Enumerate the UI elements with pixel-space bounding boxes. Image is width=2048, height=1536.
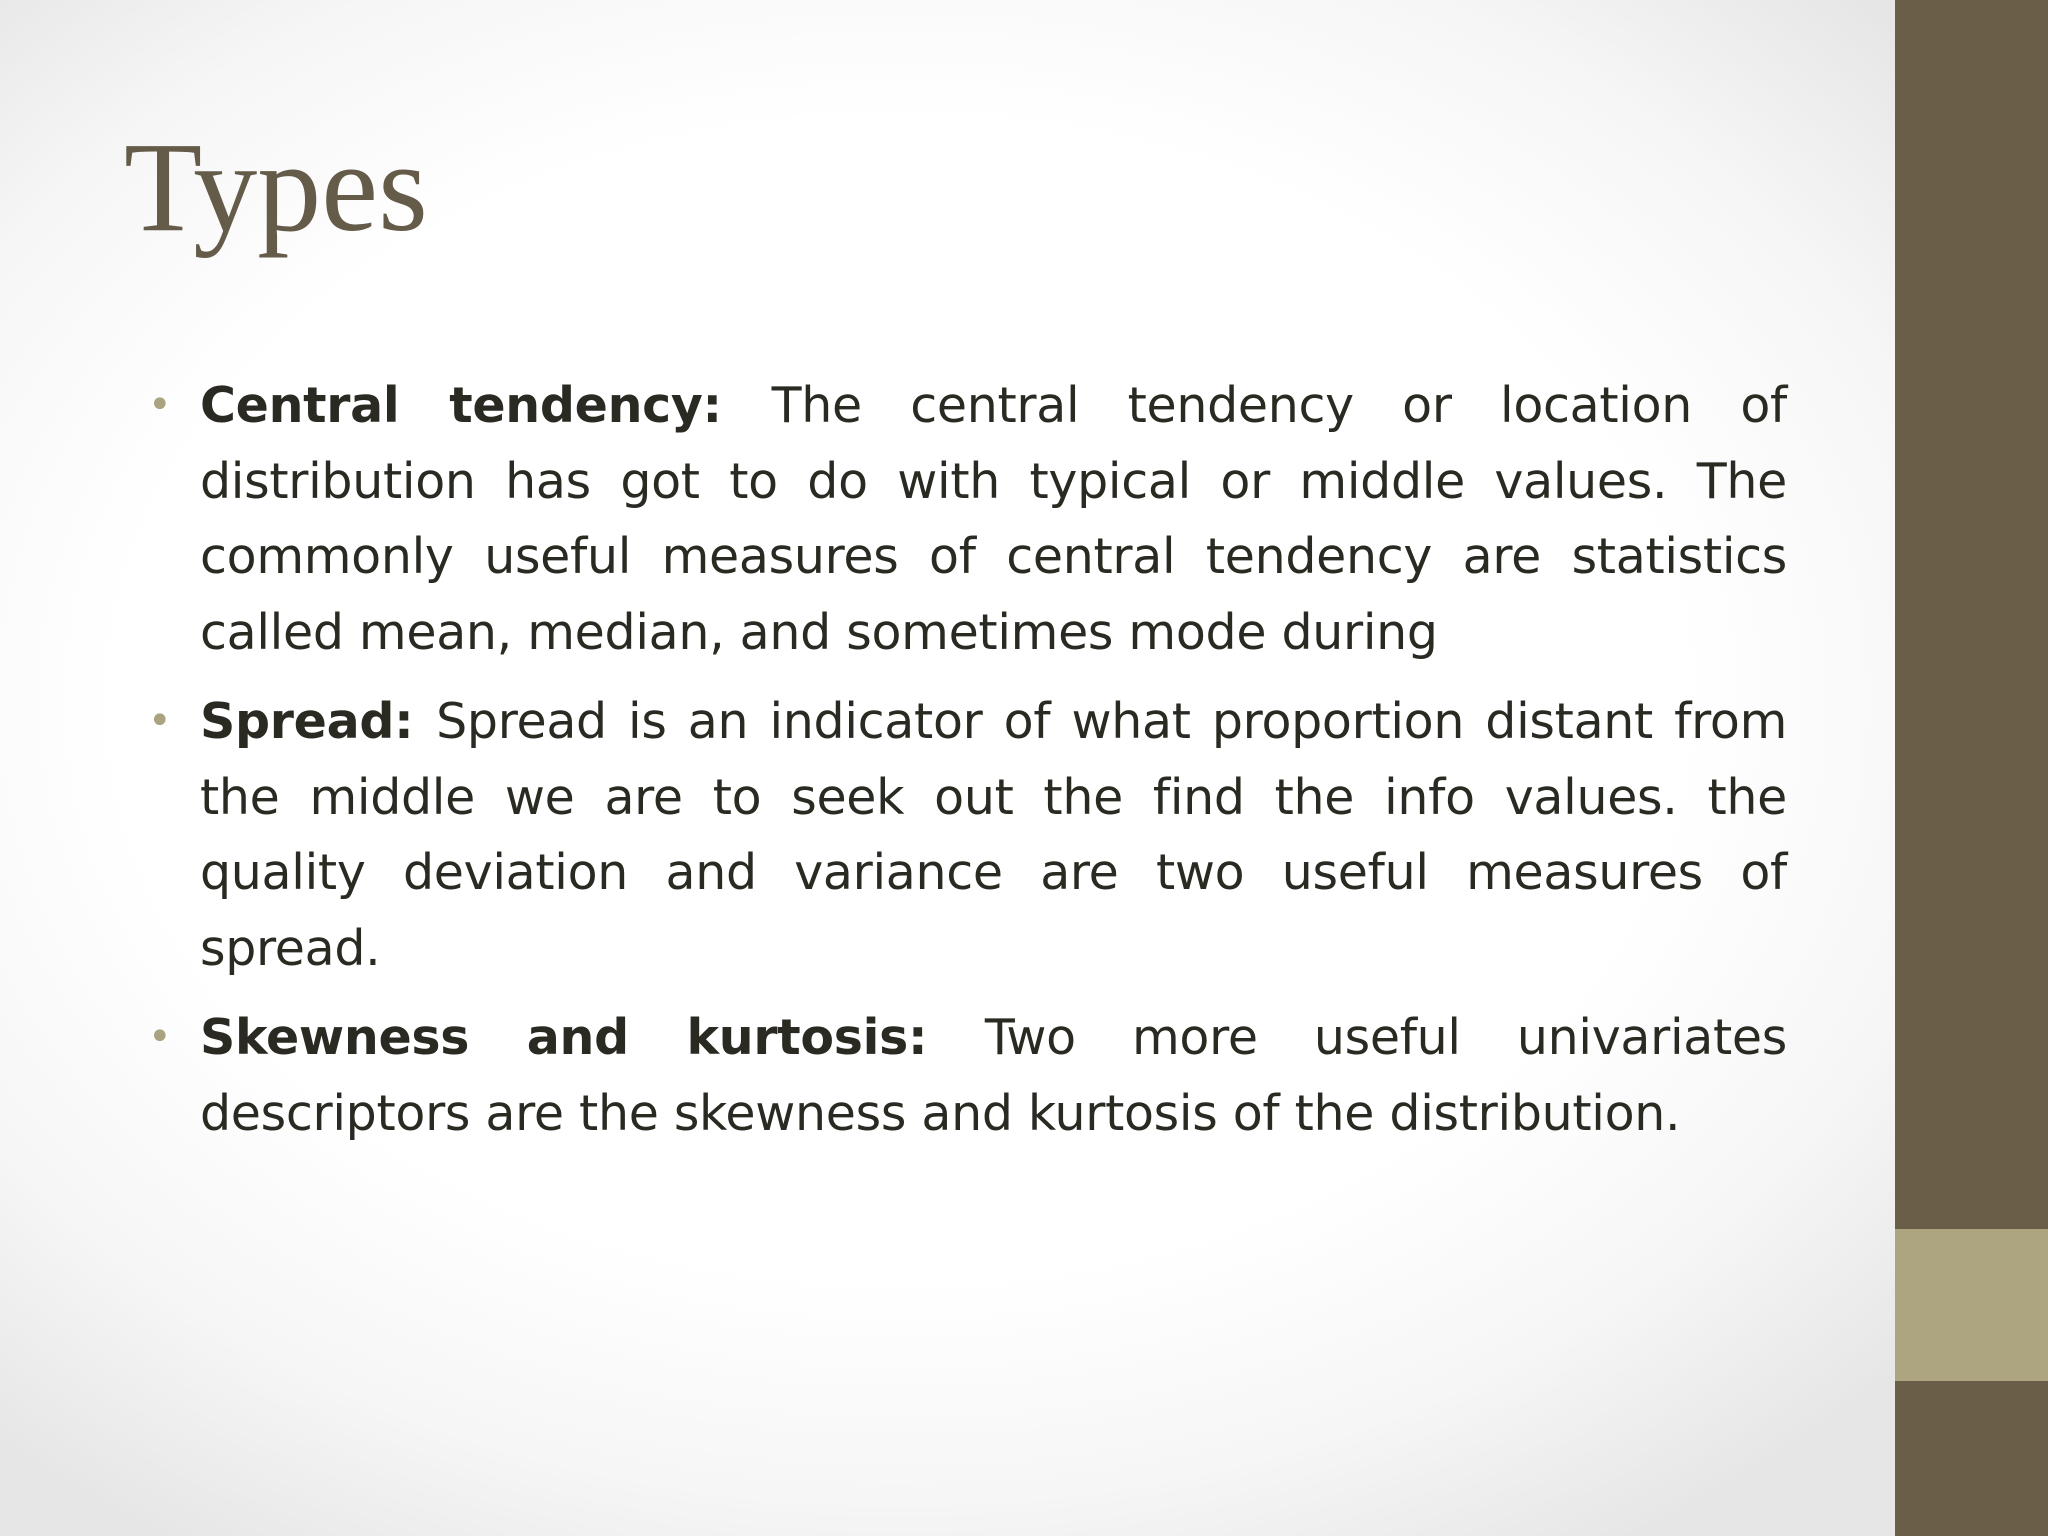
bullet-term: Central tendency: (200, 377, 772, 434)
bullet-list (140, 368, 1787, 1165)
decorative-sidebar (1895, 0, 2048, 1536)
bullet-item-skewness-kurtosis (140, 1000, 1787, 1151)
bullet-icon: • (148, 1014, 172, 1060)
bullet-item-central-tendency (140, 368, 1787, 670)
bullet-icon: • (148, 698, 172, 744)
bullet-text: Two more useful univariates descriptors are the skewness and kurtosis of the distribution. (200, 1009, 1787, 1142)
bullet-term: Spread: (200, 693, 437, 750)
bullet-icon: • (148, 382, 172, 428)
bullet-text: The central tendency or location of distribution has got to do with typical or middle values. The commonly useful measures of central tendency are statistics called mean, median, and sometimes mode during (200, 377, 1788, 661)
bullet-item-spread (140, 684, 1787, 986)
bullet-term: Skewness and kurtosis: (200, 1009, 985, 1066)
sidebar-accent-band (1895, 1229, 2048, 1381)
slide-title: Types (124, 116, 428, 258)
bullet-text: Spread is an indicator of what proportion distant from the middle we are to seek out the find the info values. the quality deviation and variance are two useful measures of spread. (200, 693, 1787, 977)
